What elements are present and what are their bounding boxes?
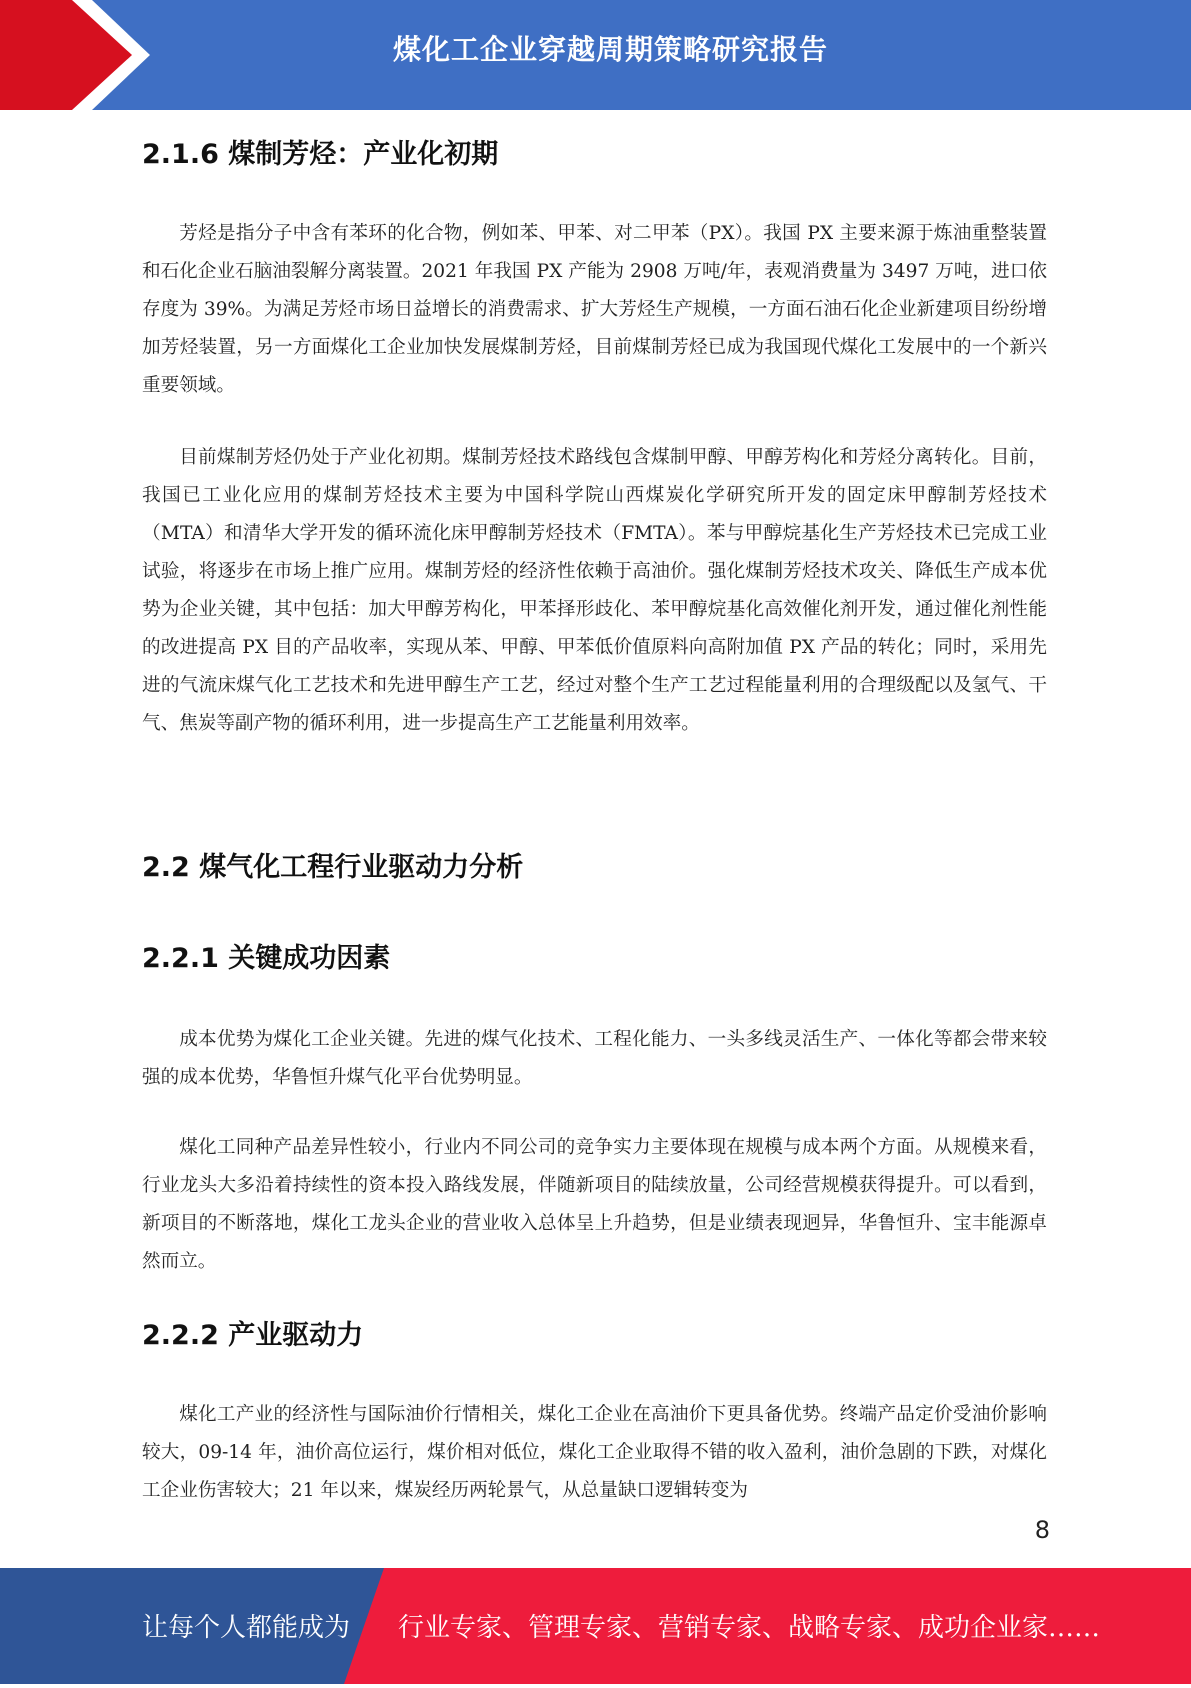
footer-band	[0, 1568, 1191, 1684]
footer-slogan-left: 让每个人都能成为	[142, 1613, 351, 1643]
heading-2-2-2: 2.2.2 产业驱动力	[142, 1320, 364, 1351]
header-band	[0, 0, 1191, 110]
page-number: 8	[1034, 1516, 1050, 1544]
paragraph-aromatics-tech: 目前煤制芳烃仍处于产业化初期。煤制芳烃技术路线包含煤制甲醇、甲醇芳构化和芳烃分离转化。目前，我国已工业化应用的煤制芳烃技术主要为中国科学院山西煤炭化学研究所开发的固定床甲醇制芳烃技术（MTA）和清华大学开发的循环流化床甲醇制芳烃技术（FMTA）。苯与甲醇烷基化生产芳烃技术已完成工业试验，将逐步在市场上推广应用。煤制芳烃的经济性依赖于高油价。强化煤制芳烃技术攻关、降低生产成本优势为企业关键，其中包括：加大甲醇芳构化，甲苯择形歧化、苯甲醇烷基化高效催化剂开发，通过催化剂性能的改进提高 PX 目的产品收率，实现从苯、甲醇、甲苯低价值原料向高附加值 PX 产品的转化；同时，采用先进的气流床煤气化工艺技术和先进甲醇生产工艺，经过对整个生产工艺过程能量利用的合理级配以及氢气、干气、焦炭等副产物的循环利用，进一步提高生产工艺能量利用效率。	[142, 447, 1047, 734]
footer-slogan-right: 行业专家、管理专家、营销专家、战略专家、成功企业家……	[398, 1613, 1101, 1643]
heading-2-2: 2.2 煤气化工程行业驱动力分析	[142, 852, 524, 883]
heading-2-2-1: 2.2.1 关键成功因素	[142, 943, 391, 974]
page-content	[142, 126, 1047, 1510]
paragraph-scale-cost: 煤化工同种产品差异性较小，行业内不同公司的竞争实力主要体现在规模与成本两个方面。从规模来看，行业龙头大多沿着持续性的资本投入路线发展，伴随新项目的陆续放量，公司经营规模获得提升。可以看到，新项目的不断落地，煤化工龙头企业的营业收入总体呈上升趋势，但是业绩表现迥异，华鲁恒升、宝丰能源卓然而立。	[142, 1137, 1047, 1272]
paragraph-industry-driver: 煤化工产业的经济性与国际油价行情相关，煤化工企业在高油价下更具备优势。终端产品定价受油价影响较大，09-14 年，油价高位运行，煤价相对低位，煤化工企业取得不错的收入盈利，油价急剧的下跌，对煤化工企业伤害较大；21 年以来，煤炭经历两轮景气，从总量缺口逻辑转变为	[142, 1404, 1047, 1501]
heading-2-1-6: 2.1.6 煤制芳烃：产业化初期	[142, 139, 499, 170]
report-title: 煤化工企业穿越周期策略研究报告	[392, 33, 828, 66]
paragraph-aromatics-intro: 芳烃是指分子中含有苯环的化合物，例如苯、甲苯、对二甲苯（PX）。我国 PX 主要来源于炼油重整装置和石化企业石脑油裂解分离装置。2021 年我国 PX 产能为 2908 万吨/年，表观消费量为 3497 万吨，进口依存度为 39%。为满足芳烃市场日益增长的消费需求、扩大芳烃生产规模，一方面石油石化企业新建项目纷纷增加芳烃装置，另一方面煤化工企业加快发展煤制芳烃，目前煤制芳烃已成为我国现代煤化工发展中的一个新兴重要领域。	[142, 223, 1047, 396]
paragraph-cost-advantage: 成本优势为煤化工企业关键。先进的煤气化技术、工程化能力、一头多线灵活生产、一体化等都会带来较强的成本优势，华鲁恒升煤气化平台优势明显。	[142, 1029, 1047, 1088]
